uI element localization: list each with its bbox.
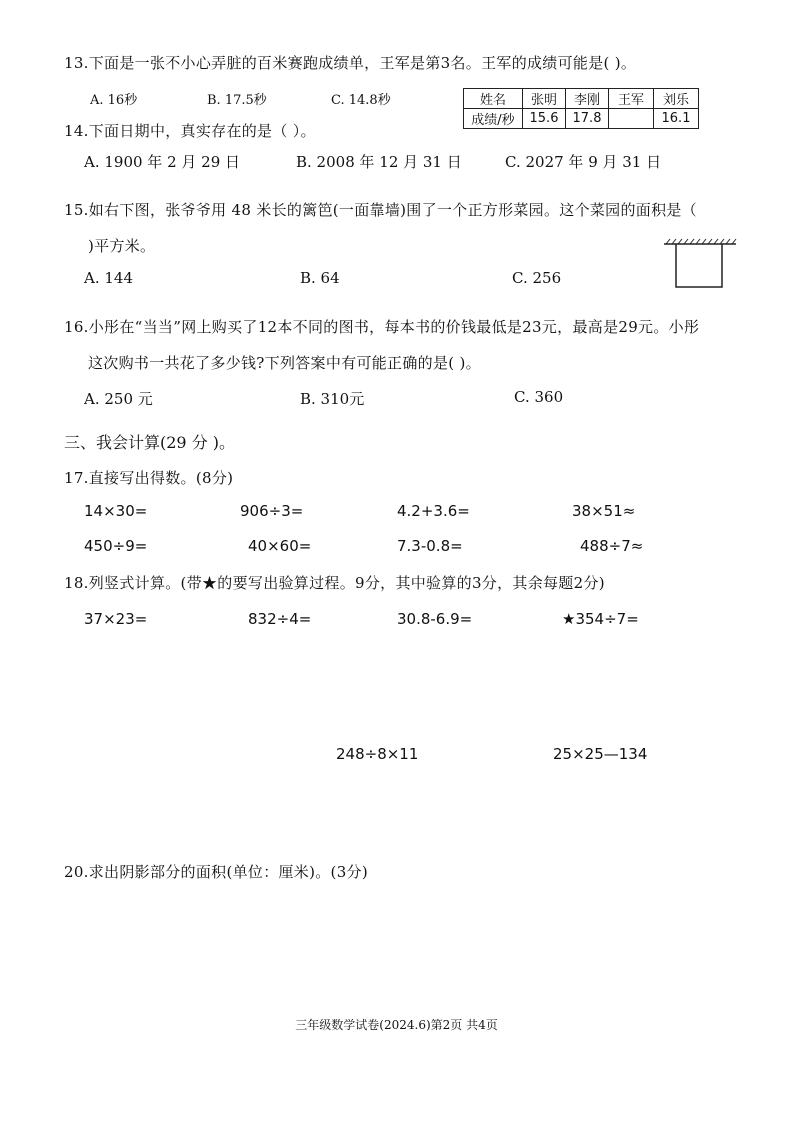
q14-option-a: A. 1900 年 2 月 29 日 — [84, 153, 241, 171]
q17-item: 40×60= — [248, 537, 312, 555]
section-3-title: 三、我会计算(29 分 )。 — [64, 433, 236, 452]
q18-stem: 18.列竖式计算。(带★的要写出验算过程。9分，其中验算的3分，其余每题2分) — [64, 574, 605, 592]
q14-stem: 14.下面日期中，真实存在的是（ ）。 — [64, 122, 316, 140]
q18-item: 30.8-6.9= — [397, 610, 473, 628]
q19-item: 25×25—134 — [553, 745, 648, 763]
q20-stem: 20.求出阴影部分的面积(单位：厘米)。(3分) — [64, 863, 369, 881]
table-row — [464, 89, 699, 109]
q17-item: 4.2+3.6= — [397, 502, 470, 520]
q18-item-starred: ★354÷7= — [562, 610, 639, 628]
q16-option-c: C. 360 — [514, 388, 564, 406]
table-cell: 17.8 — [566, 109, 609, 129]
table-cell-blank — [609, 109, 654, 129]
q15-option-b: B. 64 — [300, 269, 340, 287]
q17-item: 14×30= — [84, 502, 148, 520]
table-cell: 姓名 — [464, 89, 523, 109]
table-row — [464, 109, 699, 129]
q13-stem: 13.下面是一张不小心弄脏的百米赛跑成绩单，王军是第3名。王军的成绩可能是( )。 — [64, 54, 637, 72]
q16-option-a: A. 250 元 — [84, 390, 153, 408]
q13-option-a: A. 16秒 — [90, 93, 138, 108]
q16-option-b: B. 310元 — [300, 390, 365, 408]
table-cell: 成绩/秒 — [464, 109, 523, 129]
q16-stem-line1: 16.小彤在“当当”网上购买了12本不同的图书，每本书的价钱最低是23元，最高是29元。小彤 — [64, 318, 700, 336]
score-table — [463, 88, 699, 129]
q15-stem-line1: 15.如右下图，张爷爷用 48 米长的篱笆(一面靠墙)围了一个正方形菜园。这个菜园的面积是（ — [64, 201, 697, 219]
q17-item: 38×51≈ — [572, 502, 636, 520]
table-cell: 张明 — [523, 89, 566, 109]
table-cell: 15.6 — [523, 109, 566, 129]
fence-square — [676, 244, 722, 287]
table-cell: 王军 — [609, 89, 654, 109]
q13-option-c: C. 14.8秒 — [331, 93, 391, 108]
q15-stem-line2: )平方米。 — [88, 237, 156, 255]
q14-option-c: C. 2027 年 9 月 31 日 — [505, 153, 662, 171]
q15-option-c: C. 256 — [512, 269, 562, 287]
q15-option-a: A. 144 — [84, 269, 133, 287]
q18-item: 37×23= — [84, 610, 148, 628]
q17-item: 906÷3= — [240, 502, 304, 520]
page-footer: 三年级数学试卷(2024.6)第2页 共4页 — [295, 1018, 498, 1032]
table-cell: 16.1 — [654, 109, 699, 129]
q17-item: 7.3-0.8= — [397, 537, 463, 555]
q14-option-b: B. 2008 年 12 月 31 日 — [296, 153, 462, 171]
table-cell: 刘乐 — [654, 89, 699, 109]
q17-item: 488÷7≈ — [580, 537, 644, 555]
garden-fence-diagram — [660, 236, 740, 292]
q17-item: 450÷9= — [84, 537, 148, 555]
q16-stem-line2: 这次购书一共花了多少钱?下列答案中有可能正确的是( )。 — [88, 354, 481, 372]
q18-item: 832÷4= — [248, 610, 312, 628]
q17-stem: 17.直接写出得数。(8分) — [64, 469, 234, 487]
q13-option-b: B. 17.5秒 — [207, 93, 267, 108]
table-cell: 李刚 — [566, 89, 609, 109]
q19-item: 248÷8×11 — [336, 745, 419, 763]
